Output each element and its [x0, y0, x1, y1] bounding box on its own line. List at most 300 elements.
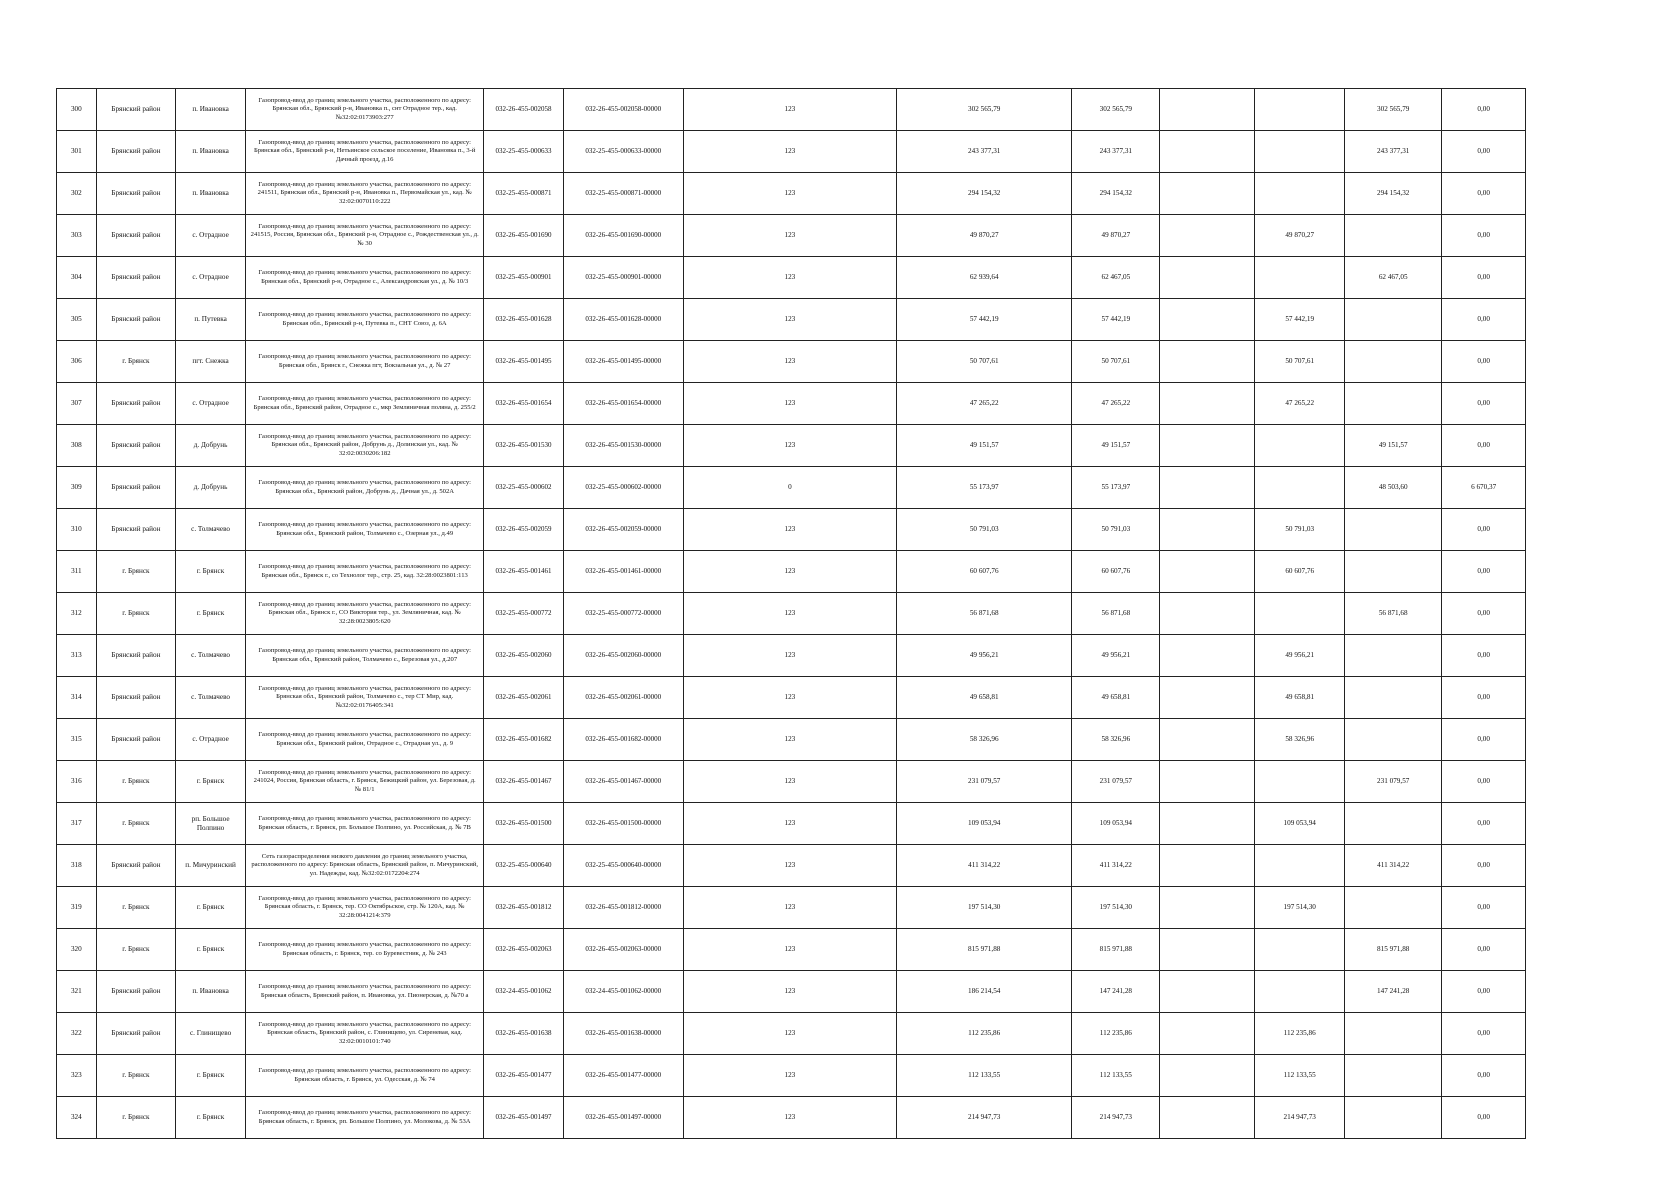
cell-object-code: 032-26-455-001682	[484, 719, 563, 761]
cell-amount-b	[1345, 887, 1442, 929]
cell-row-number: 313	[57, 635, 97, 677]
cell-object-description: Газопровод-ввод до границ земельного участка, расположенного по адресу: Брянская обл., Брянский р-н, Нетьинское сельское поселение, Ивановка п., 3-й Дачный проезд, д.16	[246, 131, 484, 173]
cell-amount-a	[1255, 257, 1345, 299]
cell-remainder: 0,00	[1442, 971, 1526, 1013]
table-row	[57, 89, 1526, 131]
cell-locality: п. Путевка	[176, 299, 246, 341]
cell-empty	[1160, 173, 1255, 215]
cell-indicator: 123	[683, 509, 896, 551]
cell-amount-a: 49 658,81	[1255, 677, 1345, 719]
cell-row-number: 308	[57, 425, 97, 467]
cell-locality: с. Толмачево	[176, 677, 246, 719]
cell-object-code: 032-26-455-001654	[484, 383, 563, 425]
cell-indicator: 123	[683, 719, 896, 761]
cell-remainder: 0,00	[1442, 509, 1526, 551]
cell-remainder: 0,00	[1442, 131, 1526, 173]
cell-full-code: 032-26-455-001495-00000	[563, 341, 683, 383]
cell-full-code: 032-26-455-001682-00000	[563, 719, 683, 761]
cell-object-code: 032-25-455-000772	[484, 593, 563, 635]
cell-row-number: 323	[57, 1055, 97, 1097]
cell-locality: п. Мичуринский	[176, 845, 246, 887]
table-row	[57, 845, 1526, 887]
cell-district: г. Брянск	[96, 761, 175, 803]
cell-row-number: 301	[57, 131, 97, 173]
cell-object-description: Газопровод-ввод до границ земельного участка, расположенного по адресу: Брянская обл., Брянский район, Добрунь д., Дачная ул., д. 502А	[246, 467, 484, 509]
cell-amount-a: 112 133,55	[1255, 1055, 1345, 1097]
cell-empty	[1160, 803, 1255, 845]
cell-locality: с. Отрадное	[176, 257, 246, 299]
cell-object-description: Газопровод-ввод до границ земельного участка, расположенного по адресу: Брянская обл., Брянский район, Отрадное с., мкр Земляничная поляна, д. 255/2	[246, 383, 484, 425]
cell-row-number: 322	[57, 1013, 97, 1055]
cell-row-number: 318	[57, 845, 97, 887]
cell-amount-b	[1345, 341, 1442, 383]
cell-full-code: 032-26-455-001500-00000	[563, 803, 683, 845]
cell-amount-b	[1345, 1055, 1442, 1097]
cell-remainder: 0,00	[1442, 383, 1526, 425]
cell-amount-a: 57 442,19	[1255, 299, 1345, 341]
cell-object-description: Газопровод-ввод до границ земельного участка, расположенного по адресу: Брянская область, г. Брянск, рп. Большое Полпино, ул. Молокова, д. № 53А	[246, 1097, 484, 1139]
cell-amount-b	[1345, 635, 1442, 677]
cell-full-code: 032-26-455-001690-00000	[563, 215, 683, 257]
cell-object-code: 032-26-455-001500	[484, 803, 563, 845]
cell-accepted-cost: 294 154,32	[1072, 173, 1160, 215]
cell-full-code: 032-25-455-000640-00000	[563, 845, 683, 887]
table-body	[57, 89, 1526, 1139]
cell-row-number: 324	[57, 1097, 97, 1139]
cell-remainder: 0,00	[1442, 887, 1526, 929]
cell-object-code: 032-26-455-001628	[484, 299, 563, 341]
cell-locality: с. Отрадное	[176, 215, 246, 257]
cell-indicator: 123	[683, 677, 896, 719]
cell-locality: рп. Большое Полпино	[176, 803, 246, 845]
cell-object-code: 032-24-455-001062	[484, 971, 563, 1013]
cell-empty	[1160, 845, 1255, 887]
cell-amount-a	[1255, 173, 1345, 215]
cell-total-cost: 58 326,96	[896, 719, 1072, 761]
cell-district: Брянский район	[96, 299, 175, 341]
cell-object-code: 032-26-455-001495	[484, 341, 563, 383]
table-row	[57, 425, 1526, 467]
cell-locality: с. Отрадное	[176, 719, 246, 761]
cell-accepted-cost: 50 791,03	[1072, 509, 1160, 551]
cell-locality: п. Ивановка	[176, 89, 246, 131]
cell-empty	[1160, 887, 1255, 929]
cell-object-description: Газопровод-ввод до границ земельного участка, расположенного по адресу: Брянская обл., Брянский район, Толмачево с., Озерная ул., д.49	[246, 509, 484, 551]
cell-amount-a: 112 235,86	[1255, 1013, 1345, 1055]
cell-amount-a	[1255, 131, 1345, 173]
cell-object-description: Газопровод-ввод до границ земельного участка, расположенного по адресу: Брянская обл., Брянск г., Снежка пгт, Вокзальная ул., д. № 27	[246, 341, 484, 383]
cell-object-code: 032-26-455-002060	[484, 635, 563, 677]
cell-district: г. Брянск	[96, 1055, 175, 1097]
table-row	[57, 131, 1526, 173]
cell-district: Брянский район	[96, 89, 175, 131]
cell-district: Брянский район	[96, 383, 175, 425]
cell-remainder: 0,00	[1442, 635, 1526, 677]
cell-object-code: 032-26-455-001467	[484, 761, 563, 803]
cell-district: г. Брянск	[96, 593, 175, 635]
cell-total-cost: 60 607,76	[896, 551, 1072, 593]
cell-empty	[1160, 467, 1255, 509]
cell-indicator: 123	[683, 1013, 896, 1055]
cell-remainder: 0,00	[1442, 593, 1526, 635]
cell-amount-a: 49 956,21	[1255, 635, 1345, 677]
cell-amount-b	[1345, 1013, 1442, 1055]
cell-row-number: 303	[57, 215, 97, 257]
cell-empty	[1160, 383, 1255, 425]
cell-accepted-cost: 55 173,97	[1072, 467, 1160, 509]
cell-district: Брянский район	[96, 509, 175, 551]
cell-district: Брянский район	[96, 173, 175, 215]
cell-full-code: 032-26-455-002059-00000	[563, 509, 683, 551]
cell-amount-a: 197 514,30	[1255, 887, 1345, 929]
cell-indicator: 123	[683, 1097, 896, 1139]
cell-locality: г. Брянск	[176, 551, 246, 593]
cell-empty	[1160, 593, 1255, 635]
cell-empty	[1160, 971, 1255, 1013]
cell-indicator: 123	[683, 803, 896, 845]
table-row	[57, 509, 1526, 551]
cell-indicator: 123	[683, 89, 896, 131]
cell-total-cost: 112 235,86	[896, 1013, 1072, 1055]
cell-indicator: 123	[683, 173, 896, 215]
cell-indicator: 123	[683, 845, 896, 887]
cell-amount-b	[1345, 803, 1442, 845]
cell-amount-a: 109 053,94	[1255, 803, 1345, 845]
cell-district: Брянский район	[96, 677, 175, 719]
cell-district: г. Брянск	[96, 1097, 175, 1139]
cell-full-code: 032-26-455-001628-00000	[563, 299, 683, 341]
cell-object-code: 032-26-455-001690	[484, 215, 563, 257]
cell-amount-a: 58 326,96	[1255, 719, 1345, 761]
cell-object-description: Газопровод-ввод до границ земельного участка, расположенного по адресу: Брянская обл., Брянск г., со Технолог тер., стр. 25, кад. 32:28:0023801:113	[246, 551, 484, 593]
cell-object-description: Газопровод-ввод до границ земельного участка, расположенного по адресу: Брянская область, г. Брянск, тер. со Буревестник, д. № 243	[246, 929, 484, 971]
cell-amount-b: 243 377,31	[1345, 131, 1442, 173]
cell-object-code: 032-26-455-001497	[484, 1097, 563, 1139]
cell-indicator: 123	[683, 971, 896, 1013]
cell-accepted-cost: 197 514,30	[1072, 887, 1160, 929]
table-row	[57, 299, 1526, 341]
cell-amount-b: 48 503,60	[1345, 467, 1442, 509]
cell-district: Брянский район	[96, 257, 175, 299]
cell-total-cost: 243 377,31	[896, 131, 1072, 173]
cell-full-code: 032-26-455-001530-00000	[563, 425, 683, 467]
cell-locality: д. Добрунь	[176, 425, 246, 467]
cell-row-number: 314	[57, 677, 97, 719]
cell-total-cost: 56 871,68	[896, 593, 1072, 635]
cell-object-code: 032-26-455-001812	[484, 887, 563, 929]
cell-object-description: Газопровод-ввод до границ земельного участка, расположенного по адресу: Брянская область, Брянский район, п. Ивановка, ул. Пионерская, д. №70 а	[246, 971, 484, 1013]
cell-row-number: 310	[57, 509, 97, 551]
cell-amount-a: 60 607,76	[1255, 551, 1345, 593]
cell-district: Брянский район	[96, 719, 175, 761]
cell-object-description: Газопровод-ввод до границ земельного участка, расположенного по адресу: 241515, Россия, Брянская обл., Брянский р-н, Отрадное с., Рождественская ул., д. № 30	[246, 215, 484, 257]
cell-locality: п. Ивановка	[176, 971, 246, 1013]
cell-object-description: Газопровод-ввод до границ земельного участка, расположенного по адресу: Брянская обл., Брянский район, Добрунь д., Долинская ул., кад. № 32:02:0030206:182	[246, 425, 484, 467]
cell-empty	[1160, 425, 1255, 467]
cell-total-cost: 186 214,54	[896, 971, 1072, 1013]
cell-indicator: 0	[683, 467, 896, 509]
cell-locality: п. Ивановка	[176, 173, 246, 215]
table-row	[57, 467, 1526, 509]
cell-accepted-cost: 112 133,55	[1072, 1055, 1160, 1097]
cell-accepted-cost: 411 314,22	[1072, 845, 1160, 887]
cell-accepted-cost: 57 442,19	[1072, 299, 1160, 341]
cell-full-code: 032-26-455-001654-00000	[563, 383, 683, 425]
cell-total-cost: 50 707,61	[896, 341, 1072, 383]
cell-total-cost: 815 971,88	[896, 929, 1072, 971]
cell-row-number: 317	[57, 803, 97, 845]
cell-full-code: 032-25-455-000901-00000	[563, 257, 683, 299]
cell-district: Брянский район	[96, 635, 175, 677]
cell-amount-a	[1255, 593, 1345, 635]
cell-amount-a: 50 791,03	[1255, 509, 1345, 551]
cell-accepted-cost: 112 235,86	[1072, 1013, 1160, 1055]
cell-object-description: Сеть газораспределения низкого давления до границ земельного участка, расположенного по адресу: Брянская область, Брянский район, п. Мичуринский, ул. Надежды, кад. №32:02:0172204:274	[246, 845, 484, 887]
cell-total-cost: 112 133,55	[896, 1055, 1072, 1097]
cell-indicator: 123	[683, 761, 896, 803]
cell-district: Брянский район	[96, 1013, 175, 1055]
cell-total-cost: 49 956,21	[896, 635, 1072, 677]
table-row	[57, 677, 1526, 719]
cell-object-code: 032-26-455-001461	[484, 551, 563, 593]
cell-district: Брянский район	[96, 131, 175, 173]
cell-object-description: Газопровод-ввод до границ земельного участка, расположенного по адресу: Брянская обл., Брянский р-н, Путевка п., СНТ Союз, д. 6А	[246, 299, 484, 341]
cell-remainder: 0,00	[1442, 173, 1526, 215]
cell-district: Брянский район	[96, 425, 175, 467]
cell-object-description: Газопровод-ввод до границ земельного участка, расположенного по адресу: Брянская область, Брянский район, с. Глинищево, ул. Сиреневая, кад. 32:02:0010101:740	[246, 1013, 484, 1055]
cell-accepted-cost: 62 467,05	[1072, 257, 1160, 299]
cell-amount-b: 62 467,05	[1345, 257, 1442, 299]
cell-amount-a	[1255, 845, 1345, 887]
cell-indicator: 123	[683, 299, 896, 341]
cell-object-code: 032-26-455-001530	[484, 425, 563, 467]
cell-indicator: 123	[683, 635, 896, 677]
table-row	[57, 929, 1526, 971]
cell-amount-b	[1345, 551, 1442, 593]
cell-row-number: 319	[57, 887, 97, 929]
cell-empty	[1160, 299, 1255, 341]
cell-amount-b	[1345, 509, 1442, 551]
cell-amount-a: 49 870,27	[1255, 215, 1345, 257]
cell-object-description: Газопровод-ввод до границ земельного участка, расположенного по адресу: Брянская обл., Брянский район, Отрадное с., Отрадная ул., д. 9	[246, 719, 484, 761]
cell-full-code: 032-26-455-002061-00000	[563, 677, 683, 719]
cell-full-code: 032-26-455-001497-00000	[563, 1097, 683, 1139]
cell-accepted-cost: 49 658,81	[1072, 677, 1160, 719]
cell-locality: с. Отрадное	[176, 383, 246, 425]
cell-remainder: 0,00	[1442, 1097, 1526, 1139]
cell-district: Брянский район	[96, 845, 175, 887]
table-row	[57, 215, 1526, 257]
cell-total-cost: 197 514,30	[896, 887, 1072, 929]
cell-row-number: 304	[57, 257, 97, 299]
table-row	[57, 971, 1526, 1013]
cell-locality: г. Брянск	[176, 761, 246, 803]
cell-amount-a: 47 265,22	[1255, 383, 1345, 425]
cell-amount-b	[1345, 299, 1442, 341]
cell-total-cost: 49 151,57	[896, 425, 1072, 467]
cell-remainder: 0,00	[1442, 845, 1526, 887]
cell-row-number: 311	[57, 551, 97, 593]
cell-object-code: 032-25-455-000602	[484, 467, 563, 509]
cell-accepted-cost: 60 607,76	[1072, 551, 1160, 593]
cell-district: Брянский район	[96, 467, 175, 509]
cell-full-code: 032-25-455-000772-00000	[563, 593, 683, 635]
cell-locality: п. Ивановка	[176, 131, 246, 173]
cell-indicator: 123	[683, 215, 896, 257]
cell-district: г. Брянск	[96, 887, 175, 929]
cell-empty	[1160, 1097, 1255, 1139]
cell-total-cost: 109 053,94	[896, 803, 1072, 845]
cell-amount-b	[1345, 215, 1442, 257]
cell-locality: г. Брянск	[176, 1055, 246, 1097]
cell-remainder: 0,00	[1442, 929, 1526, 971]
cell-amount-a	[1255, 89, 1345, 131]
cell-amount-b: 815 971,88	[1345, 929, 1442, 971]
cell-total-cost: 47 265,22	[896, 383, 1072, 425]
cell-empty	[1160, 1055, 1255, 1097]
cell-remainder: 0,00	[1442, 803, 1526, 845]
table-row	[57, 383, 1526, 425]
table-row	[57, 635, 1526, 677]
cell-locality: с. Глинищево	[176, 1013, 246, 1055]
cell-full-code: 032-26-455-001467-00000	[563, 761, 683, 803]
cell-remainder: 0,00	[1442, 1013, 1526, 1055]
cell-remainder: 0,00	[1442, 761, 1526, 803]
cell-object-description: Газопровод-ввод до границ земельного участка, расположенного по адресу: Брянская обл., Брянский р-н, Отрадное с., Александровская ул., д. № 10/3	[246, 257, 484, 299]
cell-amount-a	[1255, 929, 1345, 971]
cell-indicator: 123	[683, 593, 896, 635]
cell-full-code: 032-26-455-001461-00000	[563, 551, 683, 593]
cell-total-cost: 302 565,79	[896, 89, 1072, 131]
cell-remainder: 0,00	[1442, 89, 1526, 131]
cell-empty	[1160, 635, 1255, 677]
cell-row-number: 306	[57, 341, 97, 383]
cell-empty	[1160, 509, 1255, 551]
cell-object-code: 032-26-455-002058	[484, 89, 563, 131]
cell-locality: д. Добрунь	[176, 467, 246, 509]
cell-district: г. Брянск	[96, 551, 175, 593]
cell-row-number: 321	[57, 971, 97, 1013]
cell-total-cost: 294 154,32	[896, 173, 1072, 215]
cell-indicator: 123	[683, 1055, 896, 1097]
cell-indicator: 123	[683, 425, 896, 467]
cell-remainder: 6 670,37	[1442, 467, 1526, 509]
cell-full-code: 032-26-455-001638-00000	[563, 1013, 683, 1055]
cell-locality: пгт. Снежка	[176, 341, 246, 383]
cell-empty	[1160, 89, 1255, 131]
document-page	[56, 88, 1526, 1139]
cell-locality: г. Брянск	[176, 887, 246, 929]
cell-locality: с. Толмачево	[176, 635, 246, 677]
cell-object-code: 032-26-455-001638	[484, 1013, 563, 1055]
cell-remainder: 0,00	[1442, 425, 1526, 467]
cell-remainder: 0,00	[1442, 299, 1526, 341]
cell-object-code: 032-26-455-002059	[484, 509, 563, 551]
cell-amount-a	[1255, 425, 1345, 467]
cell-full-code: 032-26-455-001812-00000	[563, 887, 683, 929]
cell-object-description: Газопровод-ввод до границ земельного участка, расположенного по адресу: Брянская обл., Брянский р-н, Ивановка п., снт Отрадное тер., кад. №32:02:0173903:277	[246, 89, 484, 131]
table-row	[57, 593, 1526, 635]
cell-row-number: 309	[57, 467, 97, 509]
cell-remainder: 0,00	[1442, 257, 1526, 299]
table-row	[57, 761, 1526, 803]
cell-locality: г. Брянск	[176, 1097, 246, 1139]
cell-total-cost: 57 442,19	[896, 299, 1072, 341]
cell-accepted-cost: 815 971,88	[1072, 929, 1160, 971]
cell-amount-b	[1345, 719, 1442, 761]
cell-empty	[1160, 257, 1255, 299]
cell-full-code: 032-25-455-000871-00000	[563, 173, 683, 215]
cell-object-code: 032-26-455-002061	[484, 677, 563, 719]
cell-accepted-cost: 231 079,57	[1072, 761, 1160, 803]
cell-remainder: 0,00	[1442, 1055, 1526, 1097]
cell-full-code: 032-26-455-001477-00000	[563, 1055, 683, 1097]
cell-district: Брянский район	[96, 215, 175, 257]
cell-object-description: Газопровод-ввод до границ земельного участка, расположенного по адресу: Брянская область, г. Брянск, тер. СО Октябрьское, стр. № 120А, кад. № 32:28:0041214:379	[246, 887, 484, 929]
data-table	[56, 88, 1526, 1139]
cell-total-cost: 49 870,27	[896, 215, 1072, 257]
cell-district: г. Брянск	[96, 341, 175, 383]
cell-object-description: Газопровод-ввод до границ земельного участка, расположенного по адресу: Брянская область, г. Брянск, рп. Большое Полпино, ул. Российская, д. № 7В	[246, 803, 484, 845]
cell-full-code: 032-25-455-000633-00000	[563, 131, 683, 173]
table-row	[57, 551, 1526, 593]
cell-amount-a	[1255, 467, 1345, 509]
cell-accepted-cost: 302 565,79	[1072, 89, 1160, 131]
table-row	[57, 1055, 1526, 1097]
cell-empty	[1160, 677, 1255, 719]
cell-empty	[1160, 929, 1255, 971]
cell-amount-a	[1255, 971, 1345, 1013]
cell-district: г. Брянск	[96, 803, 175, 845]
cell-total-cost: 214 947,73	[896, 1097, 1072, 1139]
cell-total-cost: 55 173,97	[896, 467, 1072, 509]
cell-accepted-cost: 56 871,68	[1072, 593, 1160, 635]
cell-row-number: 320	[57, 929, 97, 971]
cell-empty	[1160, 761, 1255, 803]
cell-indicator: 123	[683, 257, 896, 299]
cell-object-description: Газопровод-ввод до границ земельного участка, расположенного по адресу: 241511, Брянская обл., Брянский р-н, Ивановка п., Первомайская ул., кад. № 32:02:0070110:222	[246, 173, 484, 215]
cell-remainder: 0,00	[1442, 551, 1526, 593]
cell-amount-a	[1255, 761, 1345, 803]
cell-district: г. Брянск	[96, 929, 175, 971]
cell-total-cost: 231 079,57	[896, 761, 1072, 803]
cell-amount-b: 56 871,68	[1345, 593, 1442, 635]
cell-full-code: 032-24-455-001062-00000	[563, 971, 683, 1013]
cell-indicator: 123	[683, 929, 896, 971]
cell-amount-a: 214 947,73	[1255, 1097, 1345, 1139]
table-row	[57, 719, 1526, 761]
cell-total-cost: 411 314,22	[896, 845, 1072, 887]
cell-amount-b	[1345, 383, 1442, 425]
table-row	[57, 341, 1526, 383]
cell-remainder: 0,00	[1442, 215, 1526, 257]
cell-accepted-cost: 214 947,73	[1072, 1097, 1160, 1139]
table-row	[57, 803, 1526, 845]
cell-accepted-cost: 49 956,21	[1072, 635, 1160, 677]
cell-accepted-cost: 50 707,61	[1072, 341, 1160, 383]
cell-amount-b: 294 154,32	[1345, 173, 1442, 215]
cell-amount-b: 49 151,57	[1345, 425, 1442, 467]
table-row	[57, 173, 1526, 215]
cell-row-number: 305	[57, 299, 97, 341]
cell-amount-b: 231 079,57	[1345, 761, 1442, 803]
cell-total-cost: 50 791,03	[896, 509, 1072, 551]
cell-district: Брянский район	[96, 971, 175, 1013]
cell-object-code: 032-25-455-000901	[484, 257, 563, 299]
cell-object-code: 032-25-455-000640	[484, 845, 563, 887]
cell-object-code: 032-25-455-000633	[484, 131, 563, 173]
cell-remainder: 0,00	[1442, 719, 1526, 761]
